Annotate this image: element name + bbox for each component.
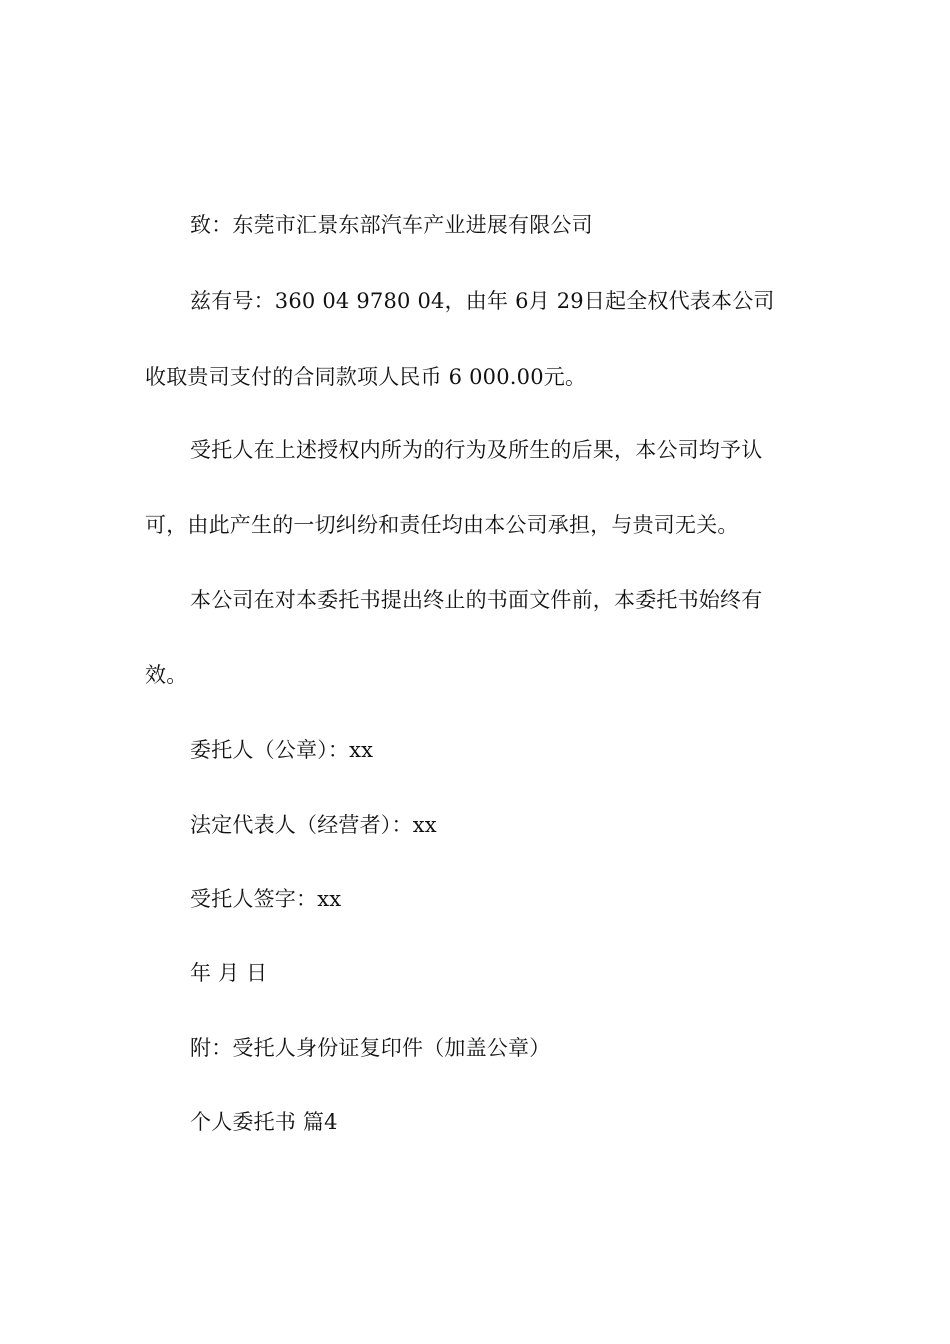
attachment-note: 附：受托人身份证复印件（加盖公章） bbox=[190, 1036, 551, 1060]
agent-signature-line: 受托人签字：xx bbox=[190, 887, 342, 911]
next-section-title: 个人委托书 篇4 bbox=[190, 1110, 338, 1134]
addressee-line: 致：东莞市汇景东部汽车产业进展有限公司 bbox=[190, 213, 593, 237]
principal-seal-line: 委托人（公章）：xx bbox=[190, 738, 374, 762]
authorization-paragraph-line-1: 兹有号：360 04 9780 04，由年 6月 29日起全权代表本公司 bbox=[190, 289, 775, 313]
authorization-paragraph-line-2: 收取贵司支付的合同款项人民币 6 000.00元。 bbox=[145, 365, 587, 389]
date-line: 年 月 日 bbox=[190, 961, 268, 985]
legal-representative-line: 法定代表人（经营者）：xx bbox=[190, 813, 437, 837]
validity-paragraph-line-2: 效。 bbox=[145, 663, 188, 687]
liability-paragraph-line-1: 受托人在上述授权内所为的行为及所生的后果，本公司均予认 bbox=[190, 438, 763, 462]
liability-paragraph-line-2: 可，由此产生的一切纠纷和责任均由本公司承担，与贵司无关。 bbox=[145, 513, 739, 537]
validity-paragraph-line-1: 本公司在对本委托书提出终止的书面文件前，本委托书始终有 bbox=[190, 588, 763, 612]
